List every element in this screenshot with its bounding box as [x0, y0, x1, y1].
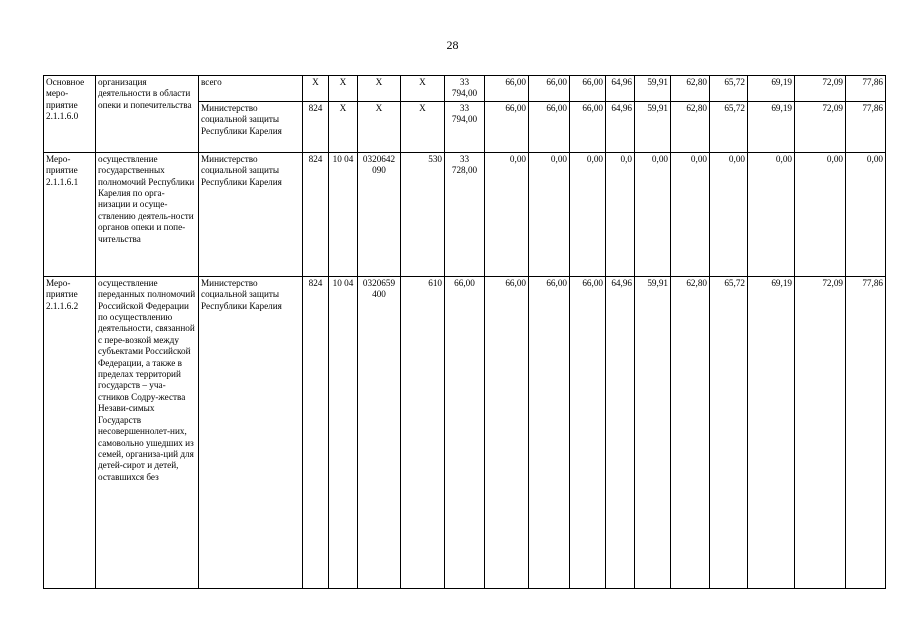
- value-cell: 62,80: [671, 276, 710, 588]
- value-cell: 72,09: [795, 276, 846, 588]
- responsible: Министерство социальной защиты Республики Карелия: [199, 276, 303, 588]
- grbs-cell: 824: [303, 152, 329, 276]
- value-cell: 65,72: [710, 101, 748, 152]
- vr-cell: 530: [401, 152, 445, 276]
- value-cell: 33 794,00: [445, 101, 485, 152]
- value-cell: 59,91: [635, 101, 671, 152]
- value-cell: 69,19: [748, 101, 795, 152]
- vr-cell: Х: [401, 76, 445, 102]
- value-cell: 64,96: [606, 276, 635, 588]
- grbs-cell: Х: [303, 76, 329, 102]
- measure-name: организация деятельности в области опеки и попечительства: [96, 76, 199, 153]
- measure-name: осуществление государственных полномочий Республики Карелия по орга-низации и осуще-ствлению деятель-ности органов опеки и попе-чительства: [96, 152, 199, 276]
- value-cell: 77,86: [846, 101, 886, 152]
- page-number: 28: [446, 38, 459, 52]
- value-cell: 65,72: [710, 76, 748, 102]
- vr-cell: 610: [401, 276, 445, 588]
- value-cell: 66,00: [485, 101, 529, 152]
- responsible: Министерство социальной защиты Республики Карелия: [199, 152, 303, 276]
- value-cell: 66,00: [529, 101, 570, 152]
- value-cell: 0,00: [795, 152, 846, 276]
- rzpr-cell: 10 04: [329, 276, 358, 588]
- value-cell: 33 794,00: [445, 76, 485, 102]
- vr-cell: Х: [401, 101, 445, 152]
- rzpr-cell: Х: [329, 76, 358, 102]
- value-cell: 0,00: [485, 152, 529, 276]
- value-cell: 64,96: [606, 101, 635, 152]
- value-cell: 72,09: [795, 76, 846, 102]
- value-cell: 0,0: [606, 152, 635, 276]
- table-row: [44, 152, 886, 276]
- rzpr-cell: Х: [329, 101, 358, 152]
- value-cell: 62,80: [671, 101, 710, 152]
- value-cell: 65,72: [710, 276, 748, 588]
- value-cell: 66,00: [570, 76, 606, 102]
- value-cell: 64,96: [606, 76, 635, 102]
- value-cell: 66,00: [570, 101, 606, 152]
- value-cell: 0,00: [570, 152, 606, 276]
- csr-cell: Х: [358, 101, 401, 152]
- value-cell: 69,19: [748, 276, 795, 588]
- value-cell: 66,00: [485, 76, 529, 102]
- value-cell: 66,00: [529, 76, 570, 102]
- value-cell: 62,80: [671, 76, 710, 102]
- measure-code: Основное меро-приятие 2.1.1.6.0: [44, 76, 96, 153]
- value-cell: 0,00: [748, 152, 795, 276]
- csr-cell: Х: [358, 76, 401, 102]
- table-row: [44, 276, 886, 588]
- value-cell: 59,91: [635, 276, 671, 588]
- value-cell: 0,00: [671, 152, 710, 276]
- value-cell: 0,00: [529, 152, 570, 276]
- value-cell: 0,00: [635, 152, 671, 276]
- value-cell: 66,00: [445, 276, 485, 588]
- value-cell: 72,09: [795, 101, 846, 152]
- responsible: всего: [199, 76, 303, 102]
- grbs-cell: 824: [303, 101, 329, 152]
- csr-cell: 0320642 090: [358, 152, 401, 276]
- rzpr-cell: 10 04: [329, 152, 358, 276]
- value-cell: 69,19: [748, 76, 795, 102]
- value-cell: 66,00: [485, 276, 529, 588]
- measure-name: осуществление переданных полномочий Российской Федерации по осуществлению деятельности, связанной с пере-возкой между субъектами Российской Федерации, а также в пределах территорий государств – уча-стников Содру-жества Незави-симых Государств несовершеннолет-них, самовольно ушедших из семей, организа-ций для детей-сирот и детей, оставшихся без: [96, 276, 199, 588]
- value-cell: 0,00: [710, 152, 748, 276]
- measure-code: Меро-приятие 2.1.1.6.2: [44, 276, 96, 588]
- table-row: [44, 76, 886, 102]
- measure-code: Меро-приятие 2.1.1.6.1: [44, 152, 96, 276]
- value-cell: 33 728,00: [445, 152, 485, 276]
- responsible: Министерство социальной защиты Республики Карелия: [199, 101, 303, 152]
- value-cell: 77,86: [846, 276, 886, 588]
- value-cell: 59,91: [635, 76, 671, 102]
- value-cell: 0,00: [846, 152, 886, 276]
- budget-table: [43, 75, 886, 589]
- value-cell: 66,00: [570, 276, 606, 588]
- csr-cell: 0320659 400: [358, 276, 401, 588]
- value-cell: 77,86: [846, 76, 886, 102]
- value-cell: 66,00: [529, 276, 570, 588]
- grbs-cell: 824: [303, 276, 329, 588]
